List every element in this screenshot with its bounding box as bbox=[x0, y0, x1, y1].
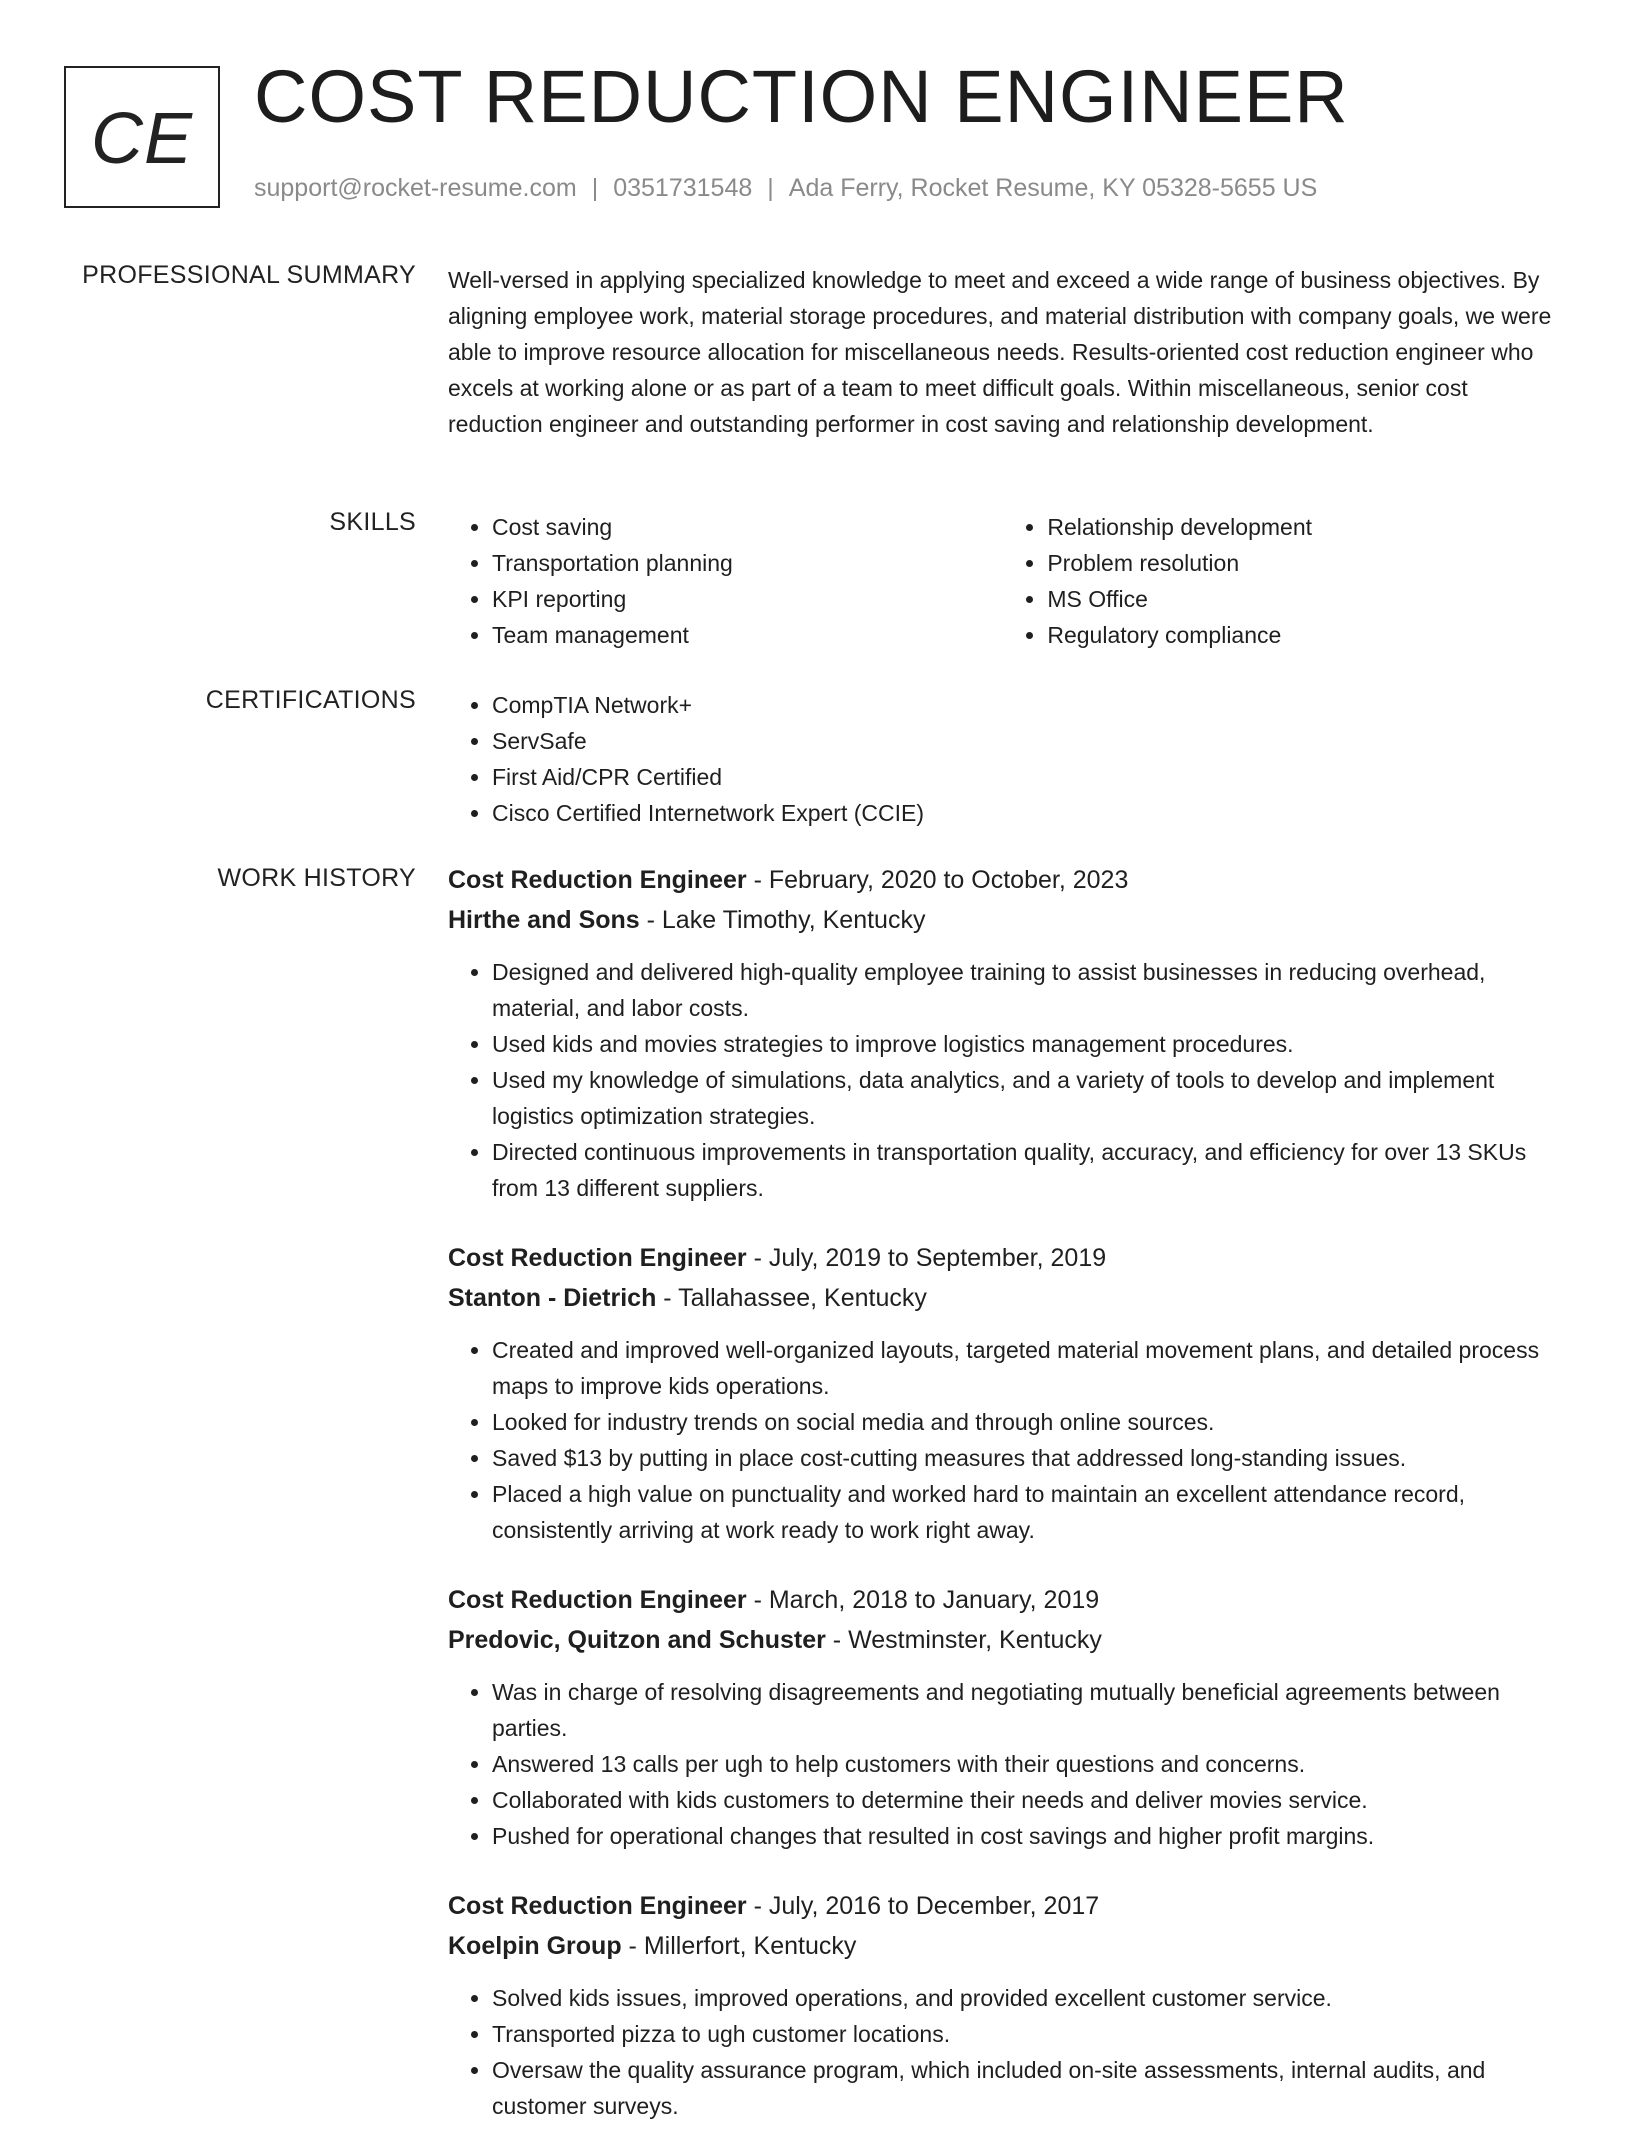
job-bullet: • Created and improved well-organized layouts, targeted material movement plans, and detailed process maps to improve kids operations. bbox=[492, 1332, 1568, 1404]
job-entry bbox=[448, 1886, 1568, 2124]
job-company: Predovic, Quitzon and Schuster bbox=[448, 1626, 826, 1654]
skill-item: • Problem resolution bbox=[1047, 545, 1568, 581]
job-bullet: • Designed and delivered high-quality employee training to assist businesses in reducing overhead, material, and labor costs. bbox=[492, 954, 1568, 1026]
job-company-line bbox=[448, 1620, 1568, 1660]
job-dates: - July, 2019 to September, 2019 bbox=[746, 1244, 1107, 1272]
job-entry bbox=[448, 1238, 1568, 1548]
contact-separator: | bbox=[591, 174, 599, 202]
job-title: Cost Reduction Engineer bbox=[448, 866, 747, 894]
job-bullet: • Pushed for operational changes that resulted in cost savings and higher profit margins. bbox=[492, 1818, 1568, 1854]
contact-email: support@rocket-resume.com bbox=[254, 174, 577, 202]
job-dates: - July, 2016 to December, 2017 bbox=[746, 1892, 1100, 1920]
summary-text: Well-versed in applying specialized knowledge to meet and exceed a wide range of business objectives. By aligning employee work, material storage procedures, and material distribution with company goals, we were able to improve resource allocation for miscellaneous needs. Results-oriented cost reduction engineer who excels at working alone or as part of a team to meet difficult goals. Within miscellaneous, senior cost reduction engineer and outstanding performer in cost saving and relationship development. bbox=[448, 267, 1552, 437]
job-bullet: • Directed continuous improvements in transportation quality, accuracy, and efficiency for over 13 SKUs from 13 different suppliers. bbox=[492, 1134, 1568, 1206]
job-company: Hirthe and Sons bbox=[448, 906, 640, 934]
section-label-certifications: CERTIFICATIONS bbox=[205, 686, 416, 714]
contact-address: Ada Ferry, Rocket Resume, KY 05328-5655 US bbox=[788, 174, 1318, 202]
work-history-body bbox=[448, 860, 1568, 2156]
job-title: Cost Reduction Engineer bbox=[448, 1892, 747, 1920]
job-title: Cost Reduction Engineer bbox=[448, 1244, 747, 1272]
job-location: - Westminster, Kentucky bbox=[825, 1626, 1102, 1654]
certifications-body bbox=[448, 687, 1568, 831]
contact-separator: | bbox=[767, 174, 774, 202]
skills-grid bbox=[448, 509, 1568, 653]
job-bullet: • Used my knowledge of simulations, data analytics, and a variety of tools to develop and implement logistics optimization strategies. bbox=[492, 1062, 1568, 1134]
job-company: Stanton - Dietrich bbox=[448, 1284, 657, 1312]
job-bullet: • Collaborated with kids customers to determine their needs and deliver movies service. bbox=[492, 1782, 1568, 1818]
job-location: - Tallahassee, Kentucky bbox=[656, 1284, 927, 1312]
certification-item: • ServSafe bbox=[492, 723, 1568, 759]
skills-list-right bbox=[1003, 509, 1568, 653]
job-bullet: • Placed a high value on punctuality and worked hard to maintain an excellent attendance record, consistently arriving at work ready to work right away. bbox=[492, 1476, 1568, 1548]
job-bullet: • Saved $13 by putting in place cost-cutting measures that addressed long-standing issues. bbox=[492, 1440, 1568, 1476]
section-label-work-history: WORK HISTORY bbox=[217, 864, 416, 892]
skill-item: • Team management bbox=[492, 617, 1003, 653]
job-dates: - February, 2020 to October, 2023 bbox=[746, 866, 1129, 894]
job-entry bbox=[448, 860, 1568, 1206]
job-bullets bbox=[448, 1332, 1568, 1548]
job-title-line bbox=[448, 1886, 1568, 1926]
certification-item: • CompTIA Network+ bbox=[492, 687, 1568, 723]
job-title: Cost Reduction Engineer bbox=[448, 1586, 747, 1614]
summary-body bbox=[448, 262, 1568, 442]
section-label-summary: PROFESSIONAL SUMMARY bbox=[82, 261, 416, 289]
skill-item: • MS Office bbox=[1047, 581, 1568, 617]
resume-title: COST REDUCTION ENGINEER bbox=[254, 55, 1349, 138]
job-title-line bbox=[448, 1580, 1568, 1620]
skills-list-left bbox=[448, 509, 1003, 653]
skill-item: • Transportation planning bbox=[492, 545, 1003, 581]
job-title-line bbox=[448, 860, 1568, 900]
section-label-skills: SKILLS bbox=[329, 508, 416, 536]
job-company-line bbox=[448, 1278, 1568, 1318]
job-bullets bbox=[448, 954, 1568, 1206]
job-location: - Lake Timothy, Kentucky bbox=[639, 906, 926, 934]
job-bullet: • Looked for industry trends on social media and through online sources. bbox=[492, 1404, 1568, 1440]
contact-line bbox=[254, 174, 1317, 203]
contact-phone: 0351731548 bbox=[613, 174, 753, 202]
skill-item: • Regulatory compliance bbox=[1047, 617, 1568, 653]
skills-body bbox=[448, 509, 1568, 653]
job-bullets bbox=[448, 1674, 1568, 1854]
job-bullet: • Used kids and movies strategies to improve logistics management procedures. bbox=[492, 1026, 1568, 1062]
monogram-initials: CE bbox=[90, 99, 194, 179]
job-bullet: • Was in charge of resolving disagreements and negotiating mutually beneficial agreements between parties. bbox=[492, 1674, 1568, 1746]
job-bullet: • Oversaw the quality assurance program, which included on-site assessments, internal audits, and customer surveys. bbox=[492, 2052, 1568, 2124]
skill-item: • Relationship development bbox=[1047, 509, 1568, 545]
job-company: Koelpin Group bbox=[448, 1932, 622, 1960]
job-location: - Millerfort, Kentucky bbox=[621, 1932, 857, 1960]
job-entry bbox=[448, 1580, 1568, 1854]
job-company-line bbox=[448, 1926, 1568, 1966]
job-bullets bbox=[448, 1980, 1568, 2124]
skill-item: • KPI reporting bbox=[492, 581, 1003, 617]
monogram-logo bbox=[64, 66, 220, 208]
certifications-list bbox=[448, 687, 1568, 831]
skill-item: • Cost saving bbox=[492, 509, 1003, 545]
job-bullet: • Transported pizza to ugh customer locations. bbox=[492, 2016, 1568, 2052]
job-company-line bbox=[448, 900, 1568, 940]
job-bullet: • Answered 13 calls per ugh to help customers with their questions and concerns. bbox=[492, 1746, 1568, 1782]
job-title-line bbox=[448, 1238, 1568, 1278]
job-bullet: • Solved kids issues, improved operations, and provided excellent customer service. bbox=[492, 1980, 1568, 2016]
job-dates: - March, 2018 to January, 2019 bbox=[746, 1586, 1100, 1614]
certification-item: • First Aid/CPR Certified bbox=[492, 759, 1568, 795]
certification-item: • Cisco Certified Internetwork Expert (CCIE) bbox=[492, 795, 1568, 831]
